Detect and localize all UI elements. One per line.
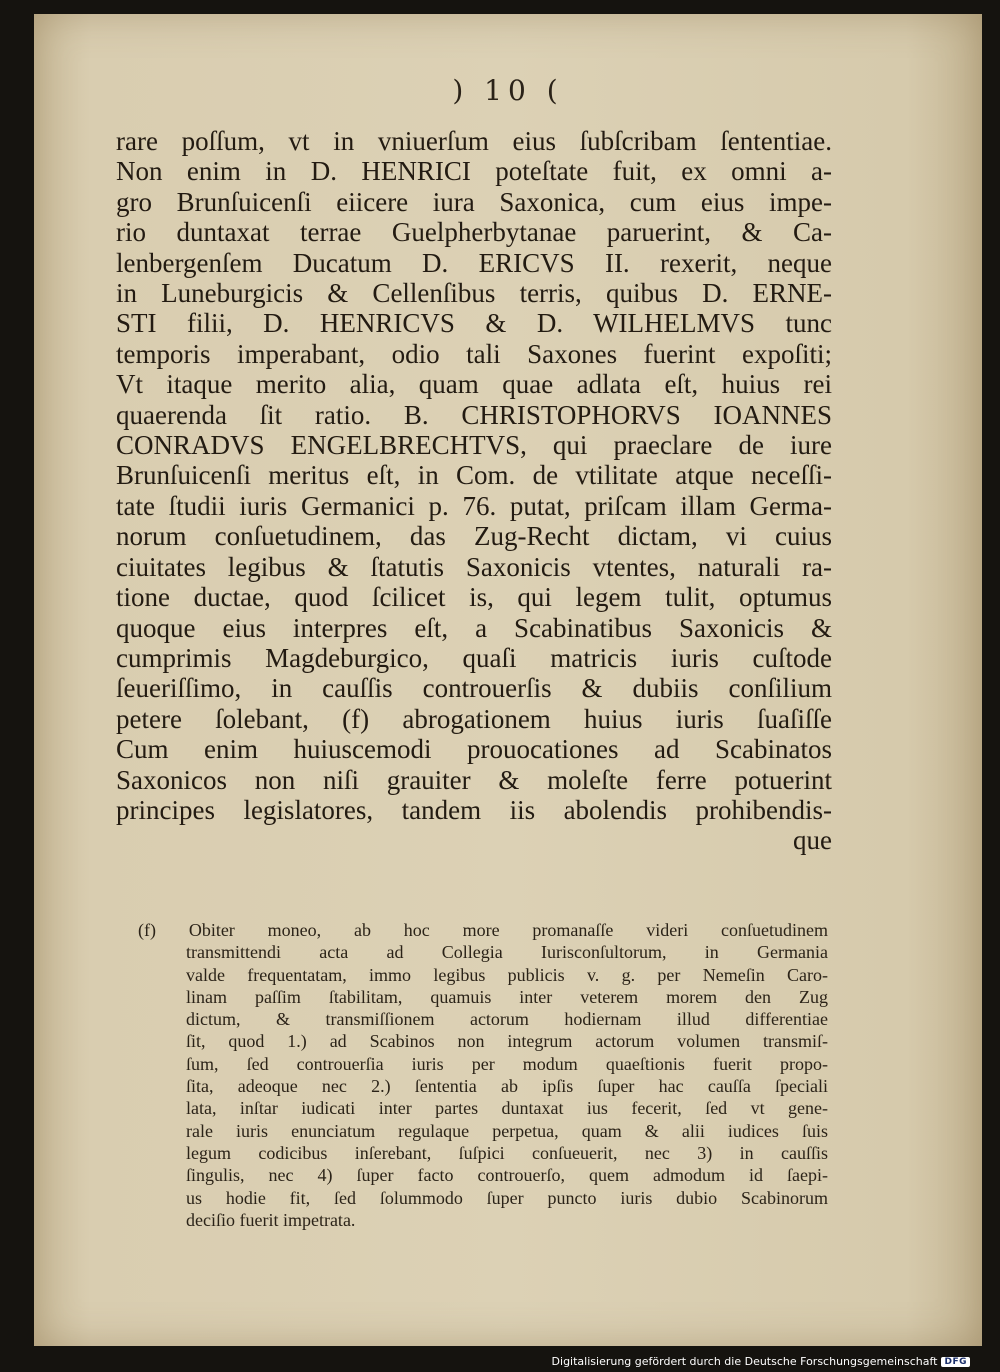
footnote-line: ſit, quod 1.) ad Scabinos non integrum actorum volumen transmiſ- xyxy=(186,1031,828,1052)
dfg-logo-icon: DFG xyxy=(941,1357,970,1367)
text-line: tate ſtudii iuris Germanici p. 76. putat, priſcam illam Germa- xyxy=(116,490,832,521)
text-line: in Luneburgicis & Cellenſibus terris, quibus D. ERNE- xyxy=(116,278,832,309)
text-line: rare poſſum, vt in vniuerſum eius ſubſcribam ſententiae. xyxy=(116,126,832,156)
footnote-line: ſita, adeoque nec 2.) ſententia ab ipſis ſuper hac cauſſa ſpeciali xyxy=(186,1076,828,1097)
page-number: ) 10 ( xyxy=(452,74,564,107)
footnote-line: rale iuris enunciatum regulaque perpetua, quam & alii iudices ſuis xyxy=(186,1120,828,1141)
text-line: temporis imperabant, odio tali Saxones fuerint expoſiti; xyxy=(116,338,832,369)
footnote-line: legum codicibus inſerebant, ſuſpici conſueuerit, nec 3) in cauſſis xyxy=(186,1142,828,1163)
catchword: que xyxy=(793,825,832,856)
footnote-line: deciſio fuerit impetrata. xyxy=(186,1209,356,1230)
text-line: gro Brunſuicenſi eiicere iura Saxonica, cum eius impe- xyxy=(116,186,832,217)
digitization-credit xyxy=(552,1355,970,1368)
text-line: cumprimis Magdeburgico, quaſi matricis iuris cuſtode xyxy=(116,642,832,673)
main-text-block xyxy=(116,126,832,856)
text-line: principes legislatores, tandem iis abolendis prohibendis- xyxy=(116,794,832,825)
text-line: petere ſolebant, (f) abrogationem huius iuris ſuaſiſſe xyxy=(116,703,832,734)
footnote-line: linam paſſim ſtabilitam, quamuis inter veterem morem den Zug xyxy=(186,986,828,1007)
text-line: STI filii, D. HENRICVS & D. WILHELMVS tunc xyxy=(116,308,832,339)
text-line: norum conſuetudinem, das Zug-Recht dictam, vi cuius xyxy=(116,521,832,552)
footnote-block xyxy=(138,919,828,1231)
book-page xyxy=(34,14,982,1346)
text-line: rio duntaxat terrae Guelpherbytanae paruerint, & Ca- xyxy=(116,217,832,248)
text-line: ſeueriſſimo, in cauſſis controuerſis & dubiis conſilium xyxy=(116,673,832,704)
text-line: Saxonicos non niſi grauiter & moleſte ferre potuerint xyxy=(116,764,832,795)
text-line: quoque eius interpres eſt, a Scabinatibus Saxonicis & xyxy=(116,612,832,643)
footnote-line: lata, inſtar iudicati inter partes duntaxat ius fecerit, ſed vt gene- xyxy=(186,1098,828,1119)
text-line: quaerenda ſit ratio. B. CHRISTOPHORVS IOANNES xyxy=(116,399,832,430)
text-line: tione ductae, quod ſcilicet is, qui legem tulit, optumus xyxy=(116,582,832,613)
text-line: lenbergenſem Ducatum D. ERICVS II. rexerit, neque xyxy=(116,247,832,278)
footnote-line: dictum, & transmiſſionem actorum hodiernam illud differentiae xyxy=(186,1009,828,1030)
footnote-line: ſingulis, nec 4) ſuper facto controuerſo, quem admodum id ſaepi- xyxy=(186,1165,828,1186)
footnote-line: (f) Obiter moneo, ab hoc more promanaſſe videri conſuetudinem xyxy=(138,920,828,940)
footnote-line: valde frequentatam, immo legibus publicis v. g. per Nemeſin Caro- xyxy=(186,964,828,985)
credit-text: Digitalisierung gefördert durch die Deutsche Forschungsgemeinschaft xyxy=(551,1355,938,1368)
text-line: Cum enim huiuscemodi prouocationes ad Scabinatos xyxy=(116,734,832,765)
text-line: Vt itaque merito alia, quam quae adlata eſt, huius rei xyxy=(116,369,832,400)
footnote-line: us hodie fit, ſed ſolummodo ſuper puncto iuris dubio Scabinorum xyxy=(186,1187,828,1208)
footnote-line: transmittendi acta ad Collegia Iurisconſultorum, in Germania xyxy=(186,942,828,963)
text-line: Non enim in D. HENRICI poteſtate fuit, ex omni a- xyxy=(116,156,832,187)
text-line: ciuitates legibus & ſtatutis Saxonicis vtentes, naturali ra- xyxy=(116,551,832,582)
footnote-line: ſum, ſed controuerſia iuris per modum quaeſtionis fuerit propo- xyxy=(186,1053,828,1074)
text-line: Brunſuicenſi meritus eſt, in Com. de vtilitate atque neceſſi- xyxy=(116,460,832,491)
text-line: CONRADVS ENGELBRECHTVS, qui praeclare de iure xyxy=(116,430,832,461)
